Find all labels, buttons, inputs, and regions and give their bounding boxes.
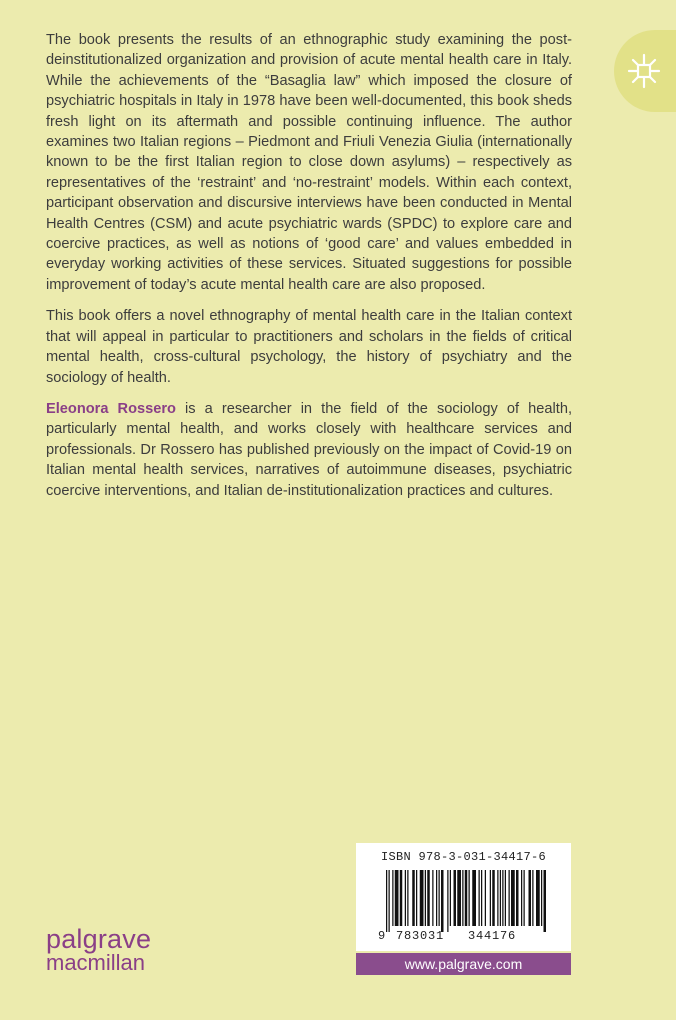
barcode-bar <box>505 870 506 926</box>
barcode-bar <box>457 870 461 926</box>
barcode-bar <box>481 870 482 926</box>
barcode-bar <box>529 870 532 926</box>
barcode-digit-first: 9 <box>378 929 386 943</box>
barcode-bar <box>400 870 403 926</box>
barcode-bar <box>509 870 510 926</box>
barcode-bar <box>500 870 501 926</box>
barcode-bar <box>405 870 406 926</box>
barcode-bar <box>544 870 547 932</box>
back-cover-blurb <box>46 30 572 512</box>
barcode-bar <box>479 870 480 926</box>
barcode-bar <box>420 870 424 926</box>
barcode-digits-left: 783031 <box>396 929 445 943</box>
barcode-bar <box>492 870 495 926</box>
isbn-label: ISBN 978-3-031-34417-6 <box>380 850 547 864</box>
barcode-bar <box>532 870 533 926</box>
barcode-bar <box>454 870 457 926</box>
barcode-bar <box>432 870 433 926</box>
author-bio-text: is a researcher in the field of the sociology of health, particularly mental health, and works closely with healthcare services and professionals. Dr Rossero has published previously on the impact of Covid-19 on Italian mental health services, narratives of autoimmune diseases, psychiatric coercive interventions, and Italian de-institutionalization practices and cultures. <box>46 400 572 499</box>
barcode-bar <box>389 870 390 932</box>
barcode-bar <box>386 870 387 932</box>
blurb-paragraph-1: The book presents the results of an ethnographic study examining the post-deinstitutionalized organization and provision of acute mental health care in Italy. While the achievements of the “Basaglia law” which imposed the closure of psychiatric hospitals in Italy in 1978 have been well-documented, this book sheds fresh light on its aftermath and possible continuing influence. The author examines two Italian regions – Piedmont and Friuli Venezia Giulia (internationally known to be the first Italian region to close down asylums) – respectively as representatives of the ‘restraint’ and ‘no-restraint’ models. Within each context, participant observation and discursive interviews have been conducted in Mental Health Centres (CSM) and acute psychiatric wards (SPDC) to explore care and coercive practices, as well as notions of ‘good care’ and values embedded in everyday working activities of these services. Situated suggestions for possible improvement of today’s acute mental health care are also proposed. <box>46 32 572 293</box>
barcode-bar <box>465 870 468 926</box>
barcode-bar <box>502 870 503 926</box>
barcode-bar <box>395 870 399 926</box>
barcode-bar <box>536 870 540 926</box>
publisher-url[interactable]: www.palgrave.com <box>356 953 571 975</box>
barcode-bar <box>441 870 444 932</box>
barcode-bar <box>469 870 470 926</box>
publisher-logo <box>46 926 151 976</box>
barcode-bar <box>450 870 451 926</box>
blurb-paragraph-2: This book offers a novel ethnography of mental health care in the Italian context that will appeal in particular to practitioners and scholars in the fields of critical mental health, cross-cultural psychology, the history of psychiatry and the sociology of health. <box>46 308 572 386</box>
barcode-bar <box>516 870 519 926</box>
barcode-bar <box>485 870 486 926</box>
barcode-bar <box>412 870 415 926</box>
barcode-bar <box>521 870 522 926</box>
palgrave-flower-icon <box>614 30 676 112</box>
barcode-bar <box>436 870 437 926</box>
publisher-name-line-2: macmillan <box>46 950 146 975</box>
barcode-bar <box>407 870 408 926</box>
isbn-barcode <box>356 843 571 951</box>
barcode-bar <box>524 870 525 926</box>
barcode-bar <box>490 870 491 926</box>
barcode-bar <box>447 870 448 932</box>
barcode-bar <box>439 870 440 926</box>
barcode-bar <box>462 870 463 926</box>
barcode-bar <box>472 870 476 926</box>
barcode-bar <box>541 870 542 926</box>
barcode-bar <box>511 870 515 926</box>
barcode-bar <box>416 870 417 926</box>
publisher-name-line-1: palgrave <box>46 924 152 954</box>
author-bio <box>46 399 572 501</box>
author-name: Eleonora Rossero <box>46 400 176 417</box>
barcode-digits-right: 344176 <box>468 929 517 943</box>
barcode-bar <box>425 870 426 926</box>
barcode-bar <box>497 870 498 926</box>
barcode-bars <box>386 870 546 932</box>
barcode-bar <box>427 870 430 926</box>
barcode-bar <box>392 870 393 926</box>
